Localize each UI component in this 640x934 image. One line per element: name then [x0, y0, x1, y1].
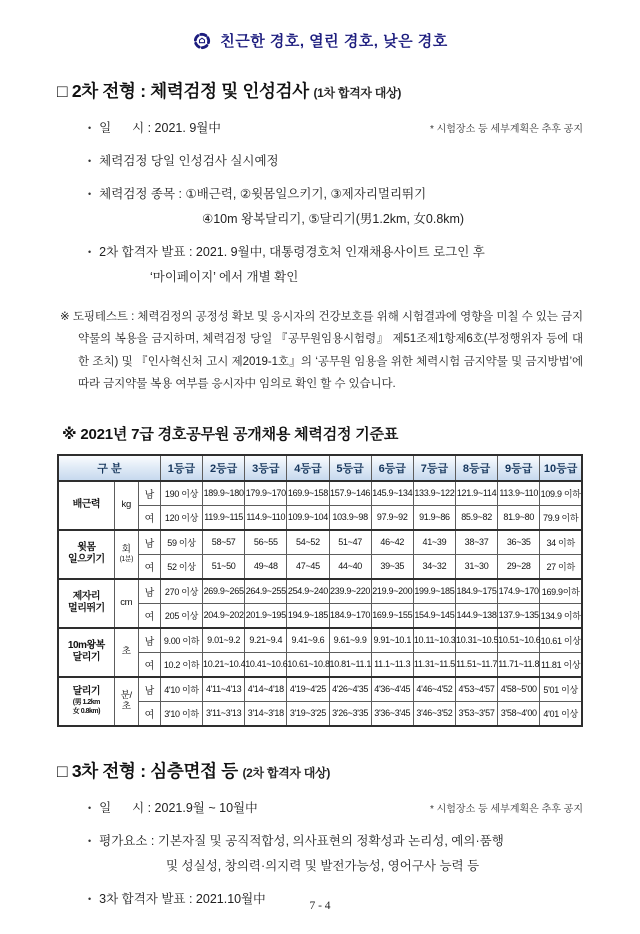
- venue-note: * 시험장소 등 세부계획은 추후 공지: [429, 124, 583, 135]
- criteria-value-cell: 4'53~4'57: [455, 677, 497, 702]
- section-2-title-text: □ 2차 전형 : 체력검정 및 인성검사: [57, 81, 309, 101]
- criteria-value-cell: 120 이상: [160, 505, 202, 530]
- item-name-cell: 달리기 (男 1.2km 女 0.8km): [58, 677, 114, 726]
- pss-emblem-icon: [192, 31, 212, 51]
- criteria-table-body: [58, 481, 582, 726]
- criteria-value-cell: 194.9~185: [287, 603, 329, 628]
- section-3-title: [57, 758, 583, 783]
- page-number: 7 - 4: [309, 900, 331, 912]
- criteria-value-cell: 81.9~80: [498, 505, 540, 530]
- sex-cell-male: 남: [138, 530, 160, 555]
- criteria-value-cell: 3'11~3'13: [203, 701, 245, 726]
- unit-cell: cm: [114, 579, 138, 628]
- document-page: [0, 30, 640, 934]
- criteria-value-cell: 4'10 이하: [160, 677, 202, 702]
- criteria-value-cell: 137.9~135: [498, 603, 540, 628]
- criteria-value-cell: 91.9~86: [413, 505, 455, 530]
- unit-cell: 초: [114, 628, 138, 677]
- sex-cell-male: 남: [138, 628, 160, 653]
- criteria-table-title: ※ 2021년 7급 경호공무원 공개채용 체력검정 기준표: [62, 425, 399, 443]
- criteria-value-cell: 103.9~98: [329, 505, 371, 530]
- criteria-value-cell: 254.9~240: [287, 579, 329, 604]
- item-name-cell: 10m왕복 달리기: [58, 628, 114, 677]
- criteria-value-cell: 4'14~4'18: [245, 677, 287, 702]
- section-3-bullets: [88, 798, 583, 907]
- criteria-value-cell: 38~37: [455, 530, 497, 555]
- bullet-evaluation-factors: • 평가요소 : 기본자질 및 공직적합성, 의사표현의 정확성과 논리성, 예의·품행 및 성실성, 창의력·의지력 및 발전가능성, 영어구사 능력 등: [88, 831, 583, 874]
- grade-column-header: 6등급: [371, 455, 413, 481]
- criteria-value-cell: 3'10 이하: [160, 701, 202, 726]
- grade-column-header: 5등급: [329, 455, 371, 481]
- criteria-row-male: [58, 677, 582, 702]
- criteria-value-cell: 145.9~134: [371, 481, 413, 506]
- section-2-bullets: [88, 118, 583, 285]
- criteria-value-cell: 59 이상: [160, 530, 202, 555]
- criteria-value-cell: 85.9~82: [455, 505, 497, 530]
- sex-cell-female: 여: [138, 505, 160, 530]
- criteria-value-cell: 205 이상: [160, 603, 202, 628]
- criteria-value-cell: 109.9~104: [287, 505, 329, 530]
- criteria-value-cell: 121.9~114: [455, 481, 497, 506]
- criteria-value-cell: 3'19~3'25: [287, 701, 329, 726]
- criteria-value-cell: 3'36~3'45: [371, 701, 413, 726]
- criteria-value-cell: 11.51~11.7: [455, 652, 497, 677]
- slogan-text: 친근한 경호, 열린 경호, 낮은 경호: [220, 33, 448, 50]
- criteria-value-cell: 114.9~110: [245, 505, 287, 530]
- criteria-value-cell: 269.9~265: [203, 579, 245, 604]
- bullet-fitness-items: • 체력검정 종목 : ①배근력, ②윗몸일으키기, ③제자리멀리뛰기 ④10m 왕복달리기, ⑤달리기(男1.2km, 女0.8km): [88, 184, 583, 227]
- grade-column-header: 2등급: [203, 455, 245, 481]
- bullet-interview-date: [88, 798, 583, 816]
- criteria-value-cell: 10.21~10.4: [203, 652, 245, 677]
- section-3-title-suffix: (2차 합격자 대상): [242, 765, 331, 780]
- criteria-value-cell: 113.9~110: [498, 481, 540, 506]
- criteria-value-cell: 9.00 이하: [160, 628, 202, 653]
- criteria-value-cell: 10.2 이하: [160, 652, 202, 677]
- criteria-value-cell: 199.9~185: [413, 579, 455, 604]
- criteria-value-cell: 34~32: [413, 554, 455, 579]
- criteria-value-cell: 169.9이하: [540, 579, 582, 604]
- criteria-value-cell: 10.61~10.8: [287, 652, 329, 677]
- item-name-cell: 윗몸 일으키기: [58, 530, 114, 579]
- criteria-value-cell: 4'11~4'13: [203, 677, 245, 702]
- criteria-value-cell: 204.9~202: [203, 603, 245, 628]
- criteria-value-cell: 4'26~4'35: [329, 677, 371, 702]
- criteria-value-cell: 5'01 이상: [540, 677, 582, 702]
- item-name-cell: 제자리 멀리뛰기: [58, 579, 114, 628]
- header-gubun: 구 분: [58, 455, 160, 481]
- bullet-date-text: • 일 시 : 2021. 9월中: [88, 118, 221, 136]
- bullet-personality-test: • 체력검정 당일 인성검사 실시예정: [88, 151, 583, 169]
- criteria-value-cell: 144.9~138: [455, 603, 497, 628]
- grade-column-header: 9등급: [498, 455, 540, 481]
- criteria-value-cell: 119.9~115: [203, 505, 245, 530]
- criteria-value-cell: 4'36~4'45: [371, 677, 413, 702]
- bullet-fitness-items-cont: ④10m 왕복달리기, ⑤달리기(男1.2km, 女0.8km): [202, 212, 465, 226]
- criteria-value-cell: 47~45: [287, 554, 329, 579]
- criteria-value-cell: 79.9 이하: [540, 505, 582, 530]
- criteria-value-cell: 10.81~11.1: [329, 652, 371, 677]
- criteria-value-cell: 9.91~10.1: [371, 628, 413, 653]
- criteria-value-cell: 11.1~11.3: [371, 652, 413, 677]
- criteria-value-cell: 54~52: [287, 530, 329, 555]
- criteria-value-cell: 184.9~170: [329, 603, 371, 628]
- criteria-value-cell: 11.31~11.5: [413, 652, 455, 677]
- criteria-value-cell: 264.9~255: [245, 579, 287, 604]
- criteria-value-cell: 9.21~9.4: [245, 628, 287, 653]
- section-3-title-text: □ 3차 전형 : 심층면접 등: [57, 760, 238, 781]
- criteria-header-row: [58, 455, 582, 481]
- criteria-value-cell: 27 이하: [540, 554, 582, 579]
- bullet-result-announcement: • 2차 합격자 발표 : 2021. 9월中, 대통령경호처 인재채용사이트 로그인 후 ‘마이페이지’ 에서 개별 확인: [88, 242, 583, 285]
- grade-column-header: 4등급: [287, 455, 329, 481]
- criteria-value-cell: 190 이상: [160, 481, 202, 506]
- criteria-value-cell: 58~57: [203, 530, 245, 555]
- criteria-value-cell: 174.9~170: [498, 579, 540, 604]
- criteria-value-cell: 189.9~180: [203, 481, 245, 506]
- doping-test-note: ※ 도핑테스트 : 체력검정의 공정성 확보 및 응시자의 건강보호를 위해 시험결과에 영향을 미칠 수 있는 금지약물의 복용을 금지하며, 체력검정 당일 『공무원임용시험령』 제51조제1항제6호(부정행위자 등에 대한 조치) 및 『인사혁신처 고시 제2019-1호』의 ‘공무원 임용을 위한 체력시험 금지약물 및 금지방법’에 따라 금지약물 복용 여부를 응시자中 임의로 확인 할 수 있습니다.: [60, 311, 583, 391]
- sex-cell-male: 남: [138, 579, 160, 604]
- sex-cell-female: 여: [138, 652, 160, 677]
- criteria-value-cell: 169.9~158: [287, 481, 329, 506]
- criteria-row-male: [58, 628, 582, 653]
- criteria-value-cell: 46~42: [371, 530, 413, 555]
- grade-column-header: 3등급: [245, 455, 287, 481]
- criteria-value-cell: 10.31~10.5: [455, 628, 497, 653]
- criteria-value-cell: 11.81 이상: [540, 652, 582, 677]
- bullet-evaluation-factors-cont: 및 성실성, 창의력·의지력 및 발전가능성, 영어구사 능력 등: [166, 858, 480, 873]
- criteria-value-cell: 3'53~3'57: [455, 701, 497, 726]
- criteria-value-cell: 9.41~9.6: [287, 628, 329, 653]
- sex-cell-female: 여: [138, 701, 160, 726]
- unit-cell: 회 (1분): [114, 530, 138, 579]
- criteria-value-cell: 4'19~4'25: [287, 677, 329, 702]
- criteria-value-cell: 10.11~10.3: [413, 628, 455, 653]
- criteria-value-cell: 201.9~195: [245, 603, 287, 628]
- grade-column-header: 8등급: [455, 455, 497, 481]
- criteria-value-cell: 31~30: [455, 554, 497, 579]
- criteria-value-cell: 239.9~220: [329, 579, 371, 604]
- criteria-value-cell: 34 이하: [540, 530, 582, 555]
- sex-cell-male: 남: [138, 677, 160, 702]
- criteria-value-cell: 134.9 이하: [540, 603, 582, 628]
- grade-column-header: 1등급: [160, 455, 202, 481]
- criteria-value-cell: 109.9 이하: [540, 481, 582, 506]
- criteria-value-cell: 36~35: [498, 530, 540, 555]
- criteria-table: [57, 454, 583, 727]
- criteria-value-cell: 4'01 이상: [540, 701, 582, 726]
- criteria-value-cell: 51~50: [203, 554, 245, 579]
- grade-column-header: 10등급: [540, 455, 582, 481]
- criteria-value-cell: 157.9~146: [329, 481, 371, 506]
- criteria-value-cell: 270 이상: [160, 579, 202, 604]
- criteria-row-male: [58, 481, 582, 506]
- criteria-value-cell: 51~47: [329, 530, 371, 555]
- bullet-interview-date-text: • 일 시 : 2021.9월 ~ 10월中: [88, 798, 258, 816]
- criteria-value-cell: 133.9~122: [413, 481, 455, 506]
- criteria-value-cell: 29~28: [498, 554, 540, 579]
- criteria-value-cell: 11.71~11.8: [498, 652, 540, 677]
- criteria-value-cell: 9.01~9.2: [203, 628, 245, 653]
- criteria-value-cell: 10.51~10.6: [498, 628, 540, 653]
- bullet-result-announcement-cont: ‘마이페이지’ 에서 개별 확인: [150, 270, 299, 284]
- section-2-title: [57, 78, 583, 103]
- section-2-title-suffix: (1차 합격자 대상): [313, 86, 402, 100]
- criteria-value-cell: 10.61 이상: [540, 628, 582, 653]
- bullet-date: [88, 118, 583, 136]
- criteria-value-cell: 3'46~3'52: [413, 701, 455, 726]
- grade-column-header: 7등급: [413, 455, 455, 481]
- criteria-value-cell: 169.9~155: [371, 603, 413, 628]
- item-name-cell: 배근력: [58, 481, 114, 530]
- criteria-value-cell: 44~40: [329, 554, 371, 579]
- criteria-value-cell: 3'14~3'18: [245, 701, 287, 726]
- sex-cell-male: 남: [138, 481, 160, 506]
- criteria-row-male: [58, 530, 582, 555]
- criteria-value-cell: 10.41~10.6: [245, 652, 287, 677]
- unit-cell: 분/ 초: [114, 677, 138, 726]
- criteria-value-cell: 4'46~4'52: [413, 677, 455, 702]
- criteria-value-cell: 179.9~170: [245, 481, 287, 506]
- bullet-final-announcement: • 3차 합격자 발표 : 2021.10월中: [88, 889, 583, 907]
- criteria-value-cell: 9.61~9.9: [329, 628, 371, 653]
- criteria-value-cell: 3'26~3'35: [329, 701, 371, 726]
- criteria-value-cell: 41~39: [413, 530, 455, 555]
- criteria-value-cell: 49~48: [245, 554, 287, 579]
- criteria-value-cell: 52 이상: [160, 554, 202, 579]
- criteria-value-cell: 184.9~175: [455, 579, 497, 604]
- interview-venue-note: * 시험장소 등 세부계획은 추후 공지: [429, 803, 583, 815]
- criteria-value-cell: 3'58~4'00: [498, 701, 540, 726]
- criteria-value-cell: 4'58~5'00: [498, 677, 540, 702]
- sex-cell-female: 여: [138, 603, 160, 628]
- criteria-value-cell: 97.9~92: [371, 505, 413, 530]
- header-slogan: [0, 30, 640, 51]
- criteria-row-male: [58, 579, 582, 604]
- unit-cell: kg: [114, 481, 138, 530]
- criteria-value-cell: 56~55: [245, 530, 287, 555]
- criteria-value-cell: 39~35: [371, 554, 413, 579]
- criteria-value-cell: 219.9~200: [371, 579, 413, 604]
- criteria-value-cell: 154.9~145: [413, 603, 455, 628]
- sex-cell-female: 여: [138, 554, 160, 579]
